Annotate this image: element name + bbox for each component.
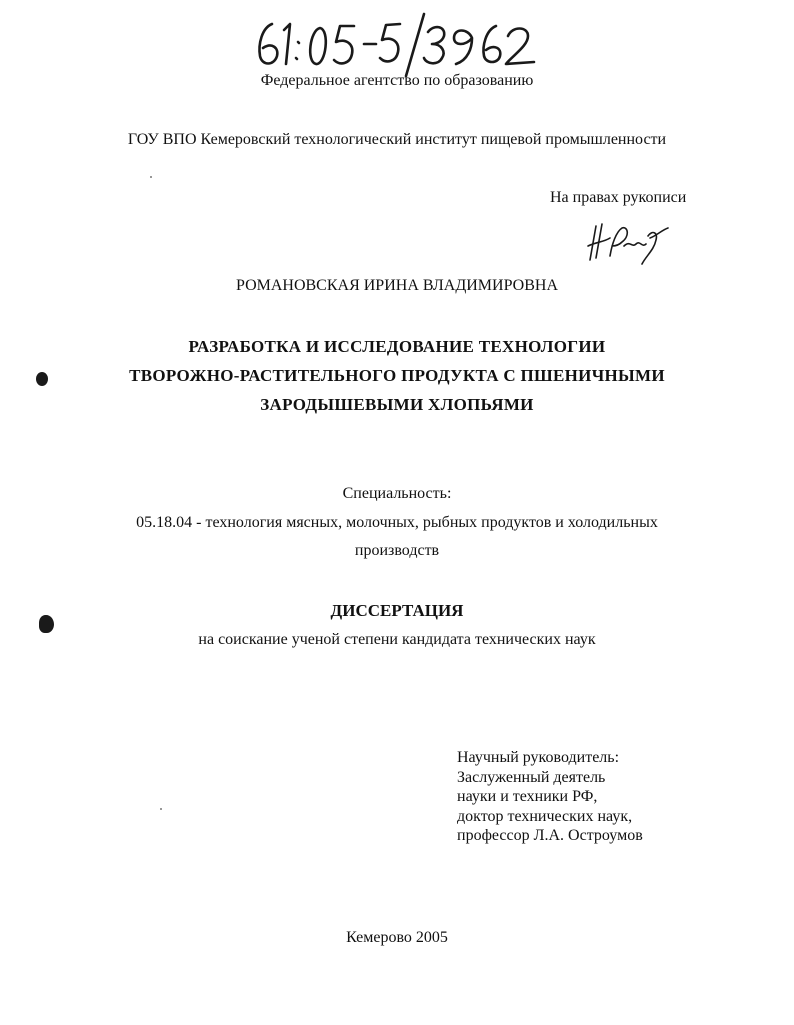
- scan-hole-mark: [36, 372, 48, 386]
- advisor-line-2: Заслуженный деятель: [457, 768, 606, 786]
- author-signature: [582, 216, 672, 266]
- author-name: РОМАНОВСКАЯ ИРИНА ВЛАДИМИРОВНА: [235, 277, 559, 294]
- advisor-line-4: доктор технических наук,: [457, 807, 633, 825]
- agency-name: Федеральное агентство по образованию: [260, 72, 534, 89]
- dissertation-title-line-2: ТВОРОЖНО-РАСТИТЕЛЬНОГО ПРОДУКТА С ПШЕНИЧНЫМИ: [129, 366, 665, 385]
- scan-speck: [150, 176, 152, 178]
- specialty-line-2: производств: [354, 542, 440, 559]
- advisor-line-3: науки и техники РФ,: [457, 788, 598, 805]
- handwritten-archive-mark: [250, 8, 540, 78]
- manuscript-rights-note: На правах рукописи: [550, 189, 687, 206]
- advisor-line-5: профессор Л.А. Остроумов: [457, 827, 643, 844]
- institute-name: ГОУ ВПО Кемеровский технологический институт пищевой промышленности: [127, 131, 667, 148]
- dissertation-title-line-1: РАЗРАБОТКА И ИССЛЕДОВАНИЕ ТЕХНОЛОГИИ: [188, 337, 606, 356]
- city-and-year: Кемерово 2005: [346, 929, 448, 946]
- advisor-line-1: Научный руководитель:: [457, 749, 620, 766]
- dissertation-title-line-3: ЗАРОДЫШЕВЫМИ ХЛОПЬЯМИ: [260, 395, 534, 414]
- scientific-advisor-block: [457, 748, 643, 846]
- specialty-label: Специальность:: [342, 485, 452, 502]
- scan-hole-mark: [39, 615, 54, 633]
- scan-speck: [160, 808, 162, 810]
- document-type-heading: ДИССЕРТАЦИЯ: [330, 601, 464, 620]
- specialty-line-1: 05.18.04 - технология мясных, молочных, рыбных продуктов и холодильных: [136, 514, 658, 531]
- degree-purpose: на соискание ученой степени кандидата технических наук: [198, 631, 596, 648]
